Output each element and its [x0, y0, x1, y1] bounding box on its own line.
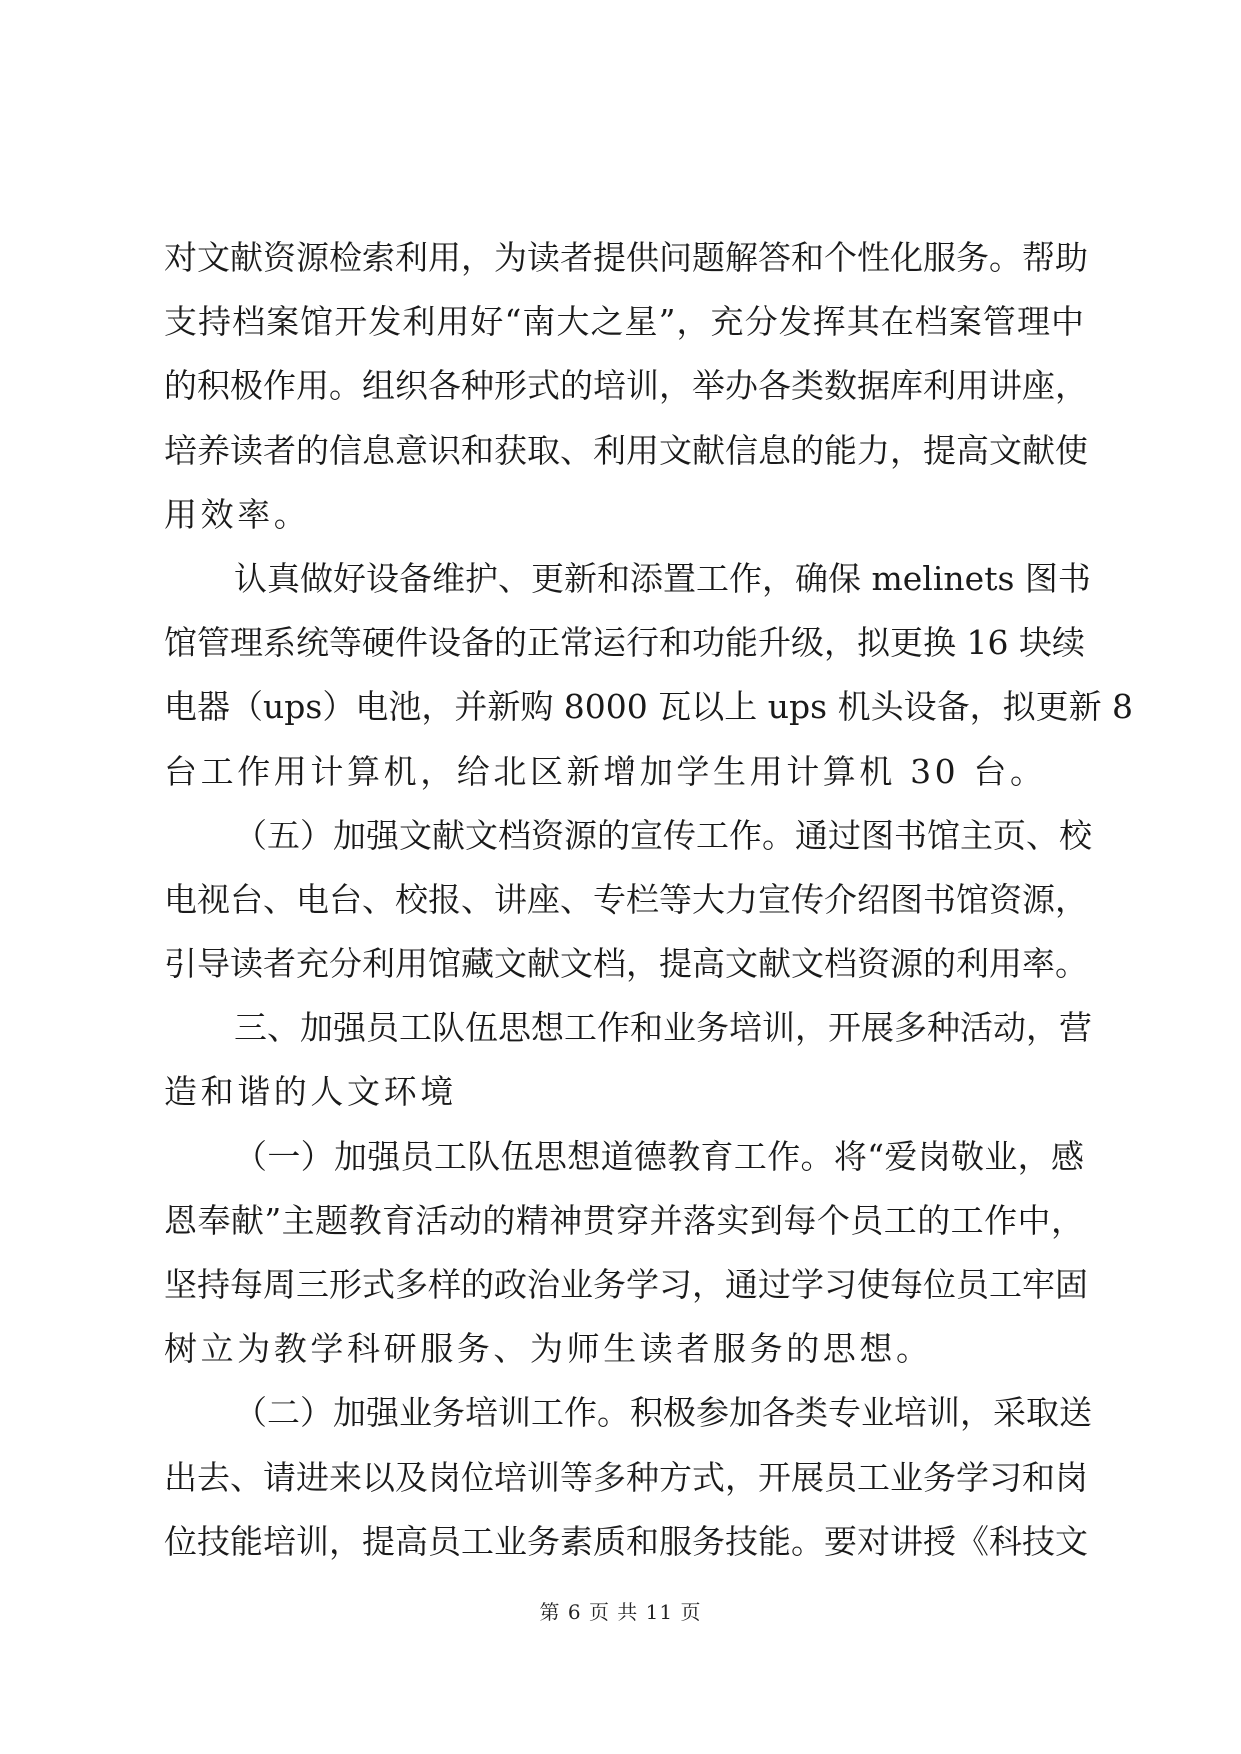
text-line: （五）加强文献文档资源的宣传工作。通过图书馆主页、校 [234, 815, 1092, 855]
page-number-footer: 第 6 页 共 11 页 [539, 1600, 702, 1624]
text-line: 造和谐的人文环境 [164, 1072, 457, 1112]
body-text [164, 226, 1134, 1574]
text-line: 的积极作用。组织各种形式的培训，举办各类数据库利用讲座， [164, 366, 1088, 406]
text-line: 用效率。 [164, 494, 311, 534]
text-line: 出去、请进来以及岗位培训等多种方式，开展员工业务学习和岗 [164, 1457, 1088, 1497]
text-line: （一）加强员工队伍思想道德教育工作。将“爱岗敬业，感 [234, 1136, 1084, 1176]
text-line: 位技能培训，提高员工业务素质和服务技能。要对讲授《科技文 [164, 1521, 1088, 1561]
text-line: 坚持每周三形式多样的政治业务学习，通过学习使每位员工牢固 [164, 1265, 1088, 1304]
text-line: 培养读者的信息意识和获取、利用文献信息的能力，提高文献使 [164, 430, 1088, 470]
text-line: 电视台、电台、校报、讲座、专栏等大力宣传介绍图书馆资源， [164, 879, 1088, 919]
text-line: 台工作用计算机，给北区新增加学生用计算机 30 台。 [164, 751, 1047, 791]
text-line: 馆管理系统等硬件设备的正常运行和功能升级，拟更换 16 块续 [164, 623, 1085, 663]
text-line: 对文献资源检索利用，为读者提供问题解答和个性化服务。帮助 [164, 238, 1088, 277]
text-line: 认真做好设备维护、更新和添置工作，确保 melinets 图书 [234, 558, 1091, 598]
text-line: 树立为教学科研服务、为师生读者服务的思想。 [164, 1329, 933, 1369]
text-line: 恩奉献”主题教育活动的精神贯穿并落实到每个员工的工作中， [164, 1200, 1084, 1240]
text-line: 三、加强员工队伍思想工作和业务培训，开展多种活动，营 [234, 1008, 1092, 1048]
text-line: 电器（ups）电池，并新购 8000 瓦以上 ups 机头设备，拟更新 8 [164, 687, 1134, 727]
text-line: 支持档案馆开发利用好“南大之星”，充分发挥其在档案管理中 [164, 302, 1084, 342]
text-line: 引导读者充分利用馆藏文献文档，提高文献文档资源的利用率。 [164, 944, 1088, 984]
text-line: （二）加强业务培训工作。积极参加各类专业培训，采取送 [234, 1393, 1092, 1433]
